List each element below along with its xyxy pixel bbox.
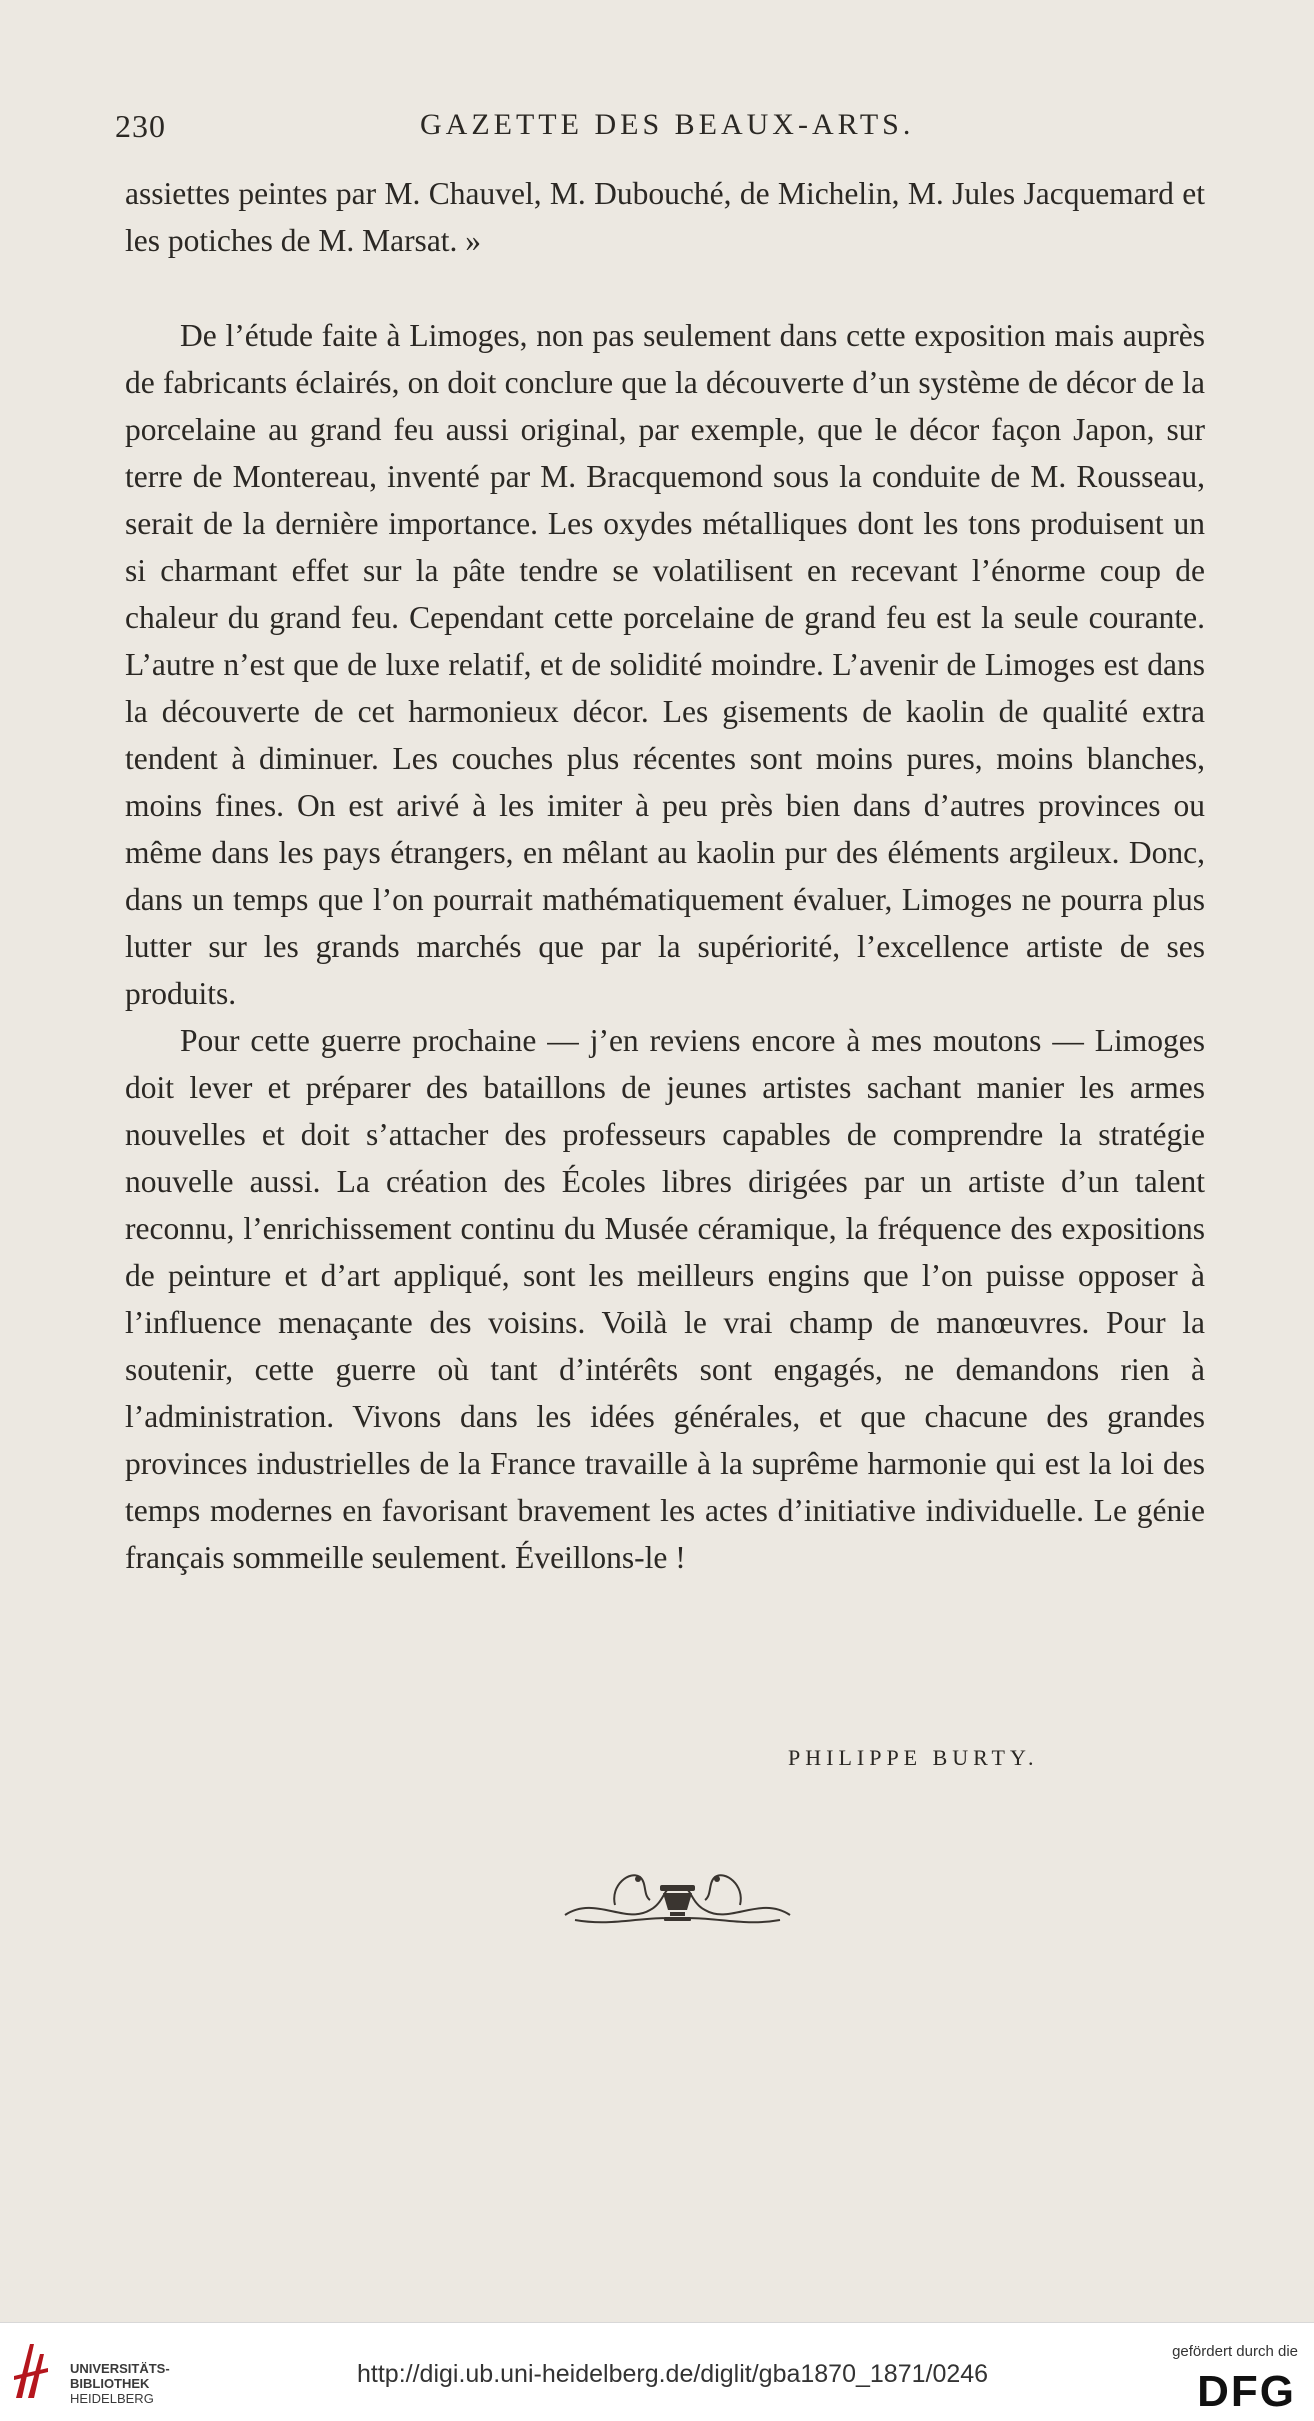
paragraph-guerre-prochaine: Pour cette guerre prochaine — j’en reviens encore à mes moutons — Limoges doit lever et préparer des bataillons de jeunes artistes sachant manier les armes nouvelles et doit s’attacher des professeurs capables de comprendre la stratégie nouvelle aussi. La création des Écoles libres dirigées par un artiste d’un talent reconnu, l’enrichissement continu du Musée céramique, la fréquence des expositions de peinture et d’art appliqué, sont les meilleurs engins que l’on puisse opposer à l’influence menaçante des voisins. Voilà le vrai champ de manœuvres. Pour la soutenir, cette guerre où tant d’intérêts sont engagés, ne demandons rien à l’administration. Vivons dans les idées générales, et que chacune des grandes provinces industrielles de la France travaille à la suprême harmonie qui est la loi des temps modernes en favorisant bravement les actes d’initiative individuelle. Le génie français sommeille seulement. Éveillons-le ! xyxy=(125,1023,1205,1575)
library-emblem-icon xyxy=(12,2338,52,2408)
permalink-url[interactable]: http://digi.ub.uni-heidelberg.de/diglit/gba1870_1871/0246 xyxy=(357,2360,989,2388)
article-text xyxy=(125,170,1205,1581)
page-header xyxy=(115,108,1200,148)
urn-with-swans-ornament-icon xyxy=(555,1855,800,1935)
library-name-line2: BIBLIOTHEK xyxy=(70,2376,150,2391)
library-name xyxy=(70,2361,170,2406)
library-name-line1: UNIVERSITÄTS- xyxy=(70,2361,170,2376)
running-title: GAZETTE DES BEAUX-ARTS. xyxy=(420,108,915,141)
library-logo xyxy=(10,2333,210,2413)
funding-text: gefördert durch die xyxy=(1172,2343,1298,2360)
lead-paragraph: assiettes peintes par M. Chauvel, M. Dubouché, de Michelin, M. Jules Jacquemard et les potiches de M. Marsat. » xyxy=(125,176,1205,258)
footer-bar xyxy=(0,2322,1314,2421)
paragraph-limoges-decor: De l’étude faite à Limoges, non pas seulement dans cette exposition mais auprès de fabricants éclairés, on doit conclure que la découverte d’un système de décor de la porcelaine au grand feu aussi original, par exemple, que le décor façon Japon, sur terre de Montereau, inventé par M. Bracquemond sous la conduite de M. Rousseau, serait de la dernière importance. Les oxydes métalliques dont les tons produisent un si charmant effet sur la pâte tendre se volatilisent en recevant l’énorme coup de chaleur du grand feu. Cependant cette porcelaine de grand feu est la seule courante. L’autre n’est que de luxe relatif, et de solidité moindre. L’avenir de Limoges est dans la découverte de cet harmonieux décor. Les gisements de kaolin de qualité extra tendent à diminuer. Les couches plus récentes sont moins pures, moins blanches, moins fines. On est arivé à les imiter à peu près bien dans d’autres provinces ou même dans les pays étrangers, en mêlant au kaolin pur des éléments argileux. Donc, dans un temps que l’on pourrait mathématiquement évaluer, Limoges ne pourra plus lutter sur les grands marchés que par la supériorité, l’excellence artiste de ses produits. xyxy=(125,318,1205,1011)
dfg-logo: DFG xyxy=(1197,2367,1296,2416)
author-signature: PHILIPPE BURTY. xyxy=(788,1745,1039,1770)
page-number: 230 xyxy=(115,108,166,144)
library-name-line3: HEIDELBERG xyxy=(70,2391,154,2406)
